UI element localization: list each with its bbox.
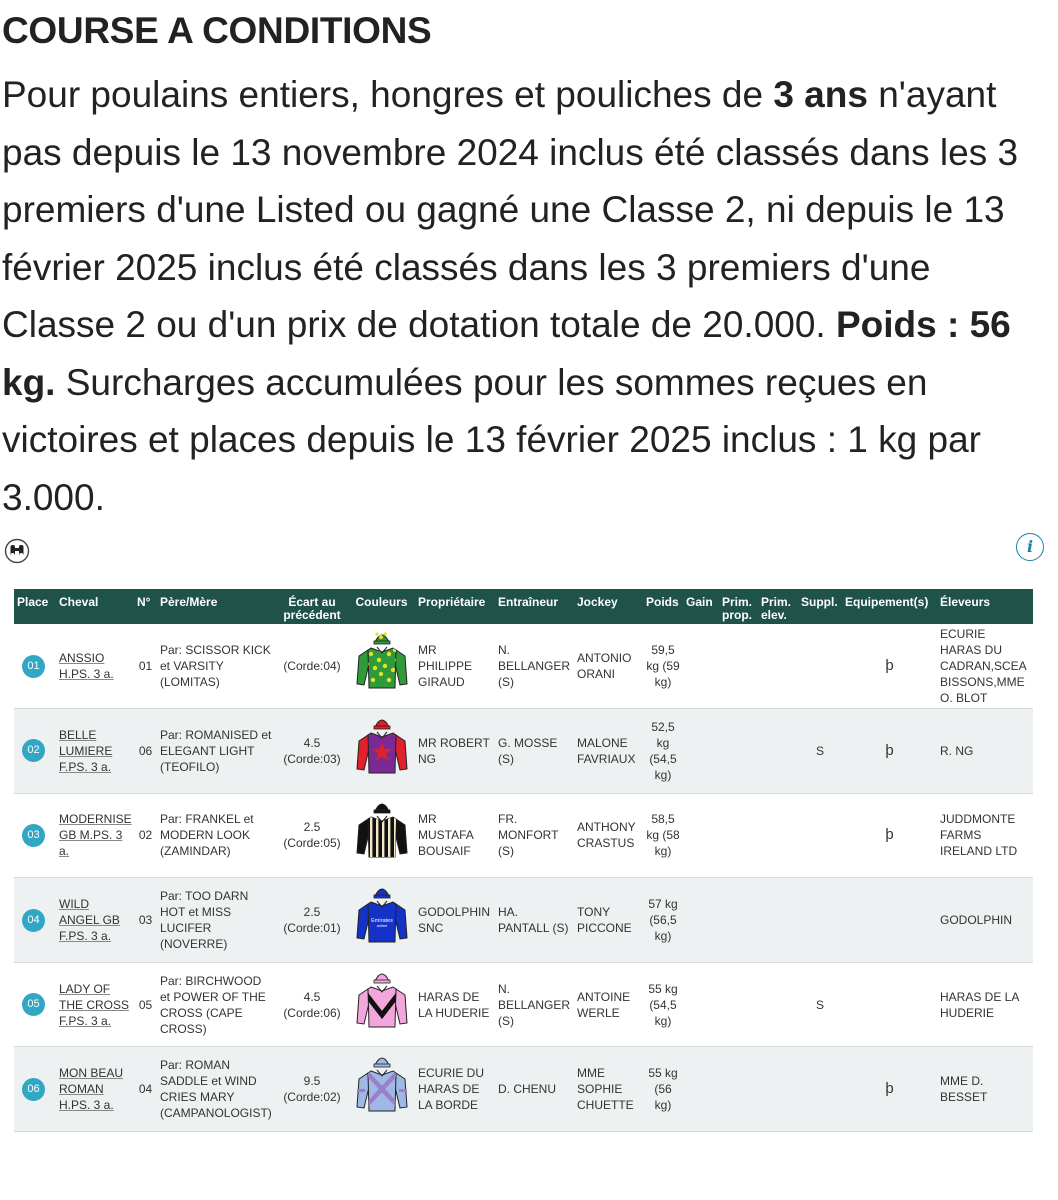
col-entraineur[interactable]: Entraîneur xyxy=(498,595,559,609)
suppl xyxy=(798,793,842,878)
prim-prop xyxy=(719,624,758,709)
place-badge: 02 xyxy=(22,739,45,762)
silks-cell xyxy=(348,878,415,963)
prim-prop xyxy=(719,709,758,794)
race-title: COURSE A CONDITIONS xyxy=(2,10,432,51)
weight: 57 kg (56,5 kg) xyxy=(648,897,678,944)
pedigree: Par: SCISSOR KICK et VARSITY (LOMITAS) xyxy=(160,643,271,690)
owner: GODOLPHIN SNC xyxy=(418,905,491,936)
place-badge: 03 xyxy=(22,824,45,847)
suppl xyxy=(798,878,842,963)
silks-pink-black-chevron-icon xyxy=(351,969,412,1041)
table-header-row xyxy=(14,589,1033,624)
ecart-value: (Corde:04) xyxy=(283,659,341,674)
place-cell xyxy=(14,1047,56,1132)
ecart-value: 4.5 (Corde:03) xyxy=(283,735,341,766)
col-ecart[interactable]: Écart au précédent xyxy=(283,595,341,622)
silks-royal-blue-emirates-icon xyxy=(351,884,412,956)
info-icon[interactable]: i xyxy=(1016,533,1044,561)
jockey: ANTONIO ORANI xyxy=(577,651,632,682)
weight: 59,5 kg (59 kg) xyxy=(646,643,680,690)
prim-elev xyxy=(758,793,798,878)
breeders: HARAS DE LA HUDERIE xyxy=(940,989,1019,1020)
silks-purple-red-star-icon xyxy=(351,715,412,787)
silks-black-white-stripes-icon xyxy=(351,799,412,871)
col-gain[interactable]: Gain xyxy=(686,595,713,609)
svg-text:airline: airline xyxy=(376,923,387,929)
silks-cell xyxy=(348,709,415,794)
horse-name[interactable]: MON BEAU ROMAN H.PS. 3 a. xyxy=(59,1066,124,1113)
col-proprietaire[interactable]: Propriétaire xyxy=(418,595,486,609)
horse-number: 01 xyxy=(138,659,153,674)
silks-cell xyxy=(348,793,415,878)
col-suppl[interactable]: Suppl. xyxy=(801,595,838,609)
owner: HARAS DE LA HUDERIE xyxy=(418,989,490,1020)
suppl xyxy=(798,624,842,709)
table-row xyxy=(14,793,1033,878)
svg-text:Emirates: Emirates xyxy=(370,918,393,925)
conditions-text-3: Surcharges accumulées pour les sommes reçues en victoires et places depuis le 13 février 2025 inclus : 1 kg par 3.000. xyxy=(2,361,981,518)
pedigree: Par: FRANKEL et MODERN LOOK (ZAMINDAR) xyxy=(160,812,254,859)
table-row xyxy=(14,1047,1033,1132)
place-cell xyxy=(14,878,56,963)
ecart-value: 2.5 (Corde:01) xyxy=(283,905,341,936)
equipement: þ xyxy=(885,1080,894,1098)
horse-name[interactable]: ANSSIO H.PS. 3 a. xyxy=(59,651,114,682)
trainer: FR. MONFORT (S) xyxy=(498,812,559,859)
horse-number: 02 xyxy=(138,828,153,843)
place-badge: 01 xyxy=(22,655,45,678)
horse-name[interactable]: MODERNISE GB M.PS. 3 a. xyxy=(59,812,132,859)
suppl: S xyxy=(815,743,824,758)
silks-green-yellow-stars-icon xyxy=(351,630,412,702)
trainer: G. MOSSE (S) xyxy=(498,735,558,766)
trainer: HA. PANTALL (S) xyxy=(498,905,569,936)
breeders: JUDDMONTE FARMS IRELAND LTD xyxy=(940,812,1018,859)
place-cell xyxy=(14,624,56,709)
col-jockey[interactable]: Jockey xyxy=(577,595,618,609)
trainer: N. BELLANGER (S) xyxy=(498,643,571,690)
trainer: D. CHENU xyxy=(498,1082,557,1097)
conditions-age: 3 ans xyxy=(773,74,868,115)
owner: MR MUSTAFA BOUSAIF xyxy=(418,812,474,859)
breeders: ECURIE HARAS DU CADRAN,SCEA BISSONS,MME O. BLOT xyxy=(940,627,1027,706)
prim-prop xyxy=(719,1047,758,1132)
silks-cell xyxy=(348,624,415,709)
horse-number: 06 xyxy=(138,743,153,758)
owner: ECURIE DU HARAS DE LA BORDE xyxy=(418,1066,485,1113)
jockey: ANTOINE WERLE xyxy=(577,989,631,1020)
col-number[interactable]: N° xyxy=(137,595,151,609)
place-cell xyxy=(14,709,56,794)
col-place[interactable]: Place xyxy=(17,595,49,609)
ecart-value: 9.5 (Corde:02) xyxy=(283,1074,341,1105)
gain xyxy=(683,878,719,963)
gain xyxy=(683,1047,719,1132)
equipement xyxy=(842,962,937,1047)
prim-elev xyxy=(758,878,798,963)
breeders: GODOLPHIN xyxy=(940,913,1013,928)
jockey: TONY PICCONE xyxy=(577,905,632,936)
col-prim-prop[interactable]: Prim. prop. xyxy=(722,595,753,622)
place-badge: 04 xyxy=(22,909,45,932)
col-cheval[interactable]: Cheval xyxy=(59,595,99,609)
silks-cell xyxy=(348,962,415,1047)
equipement: þ xyxy=(885,826,894,844)
weight: 52,5 kg (54,5 kg) xyxy=(649,719,677,782)
prim-elev xyxy=(758,962,798,1047)
gain xyxy=(683,962,719,1047)
silks-cell xyxy=(348,1047,415,1132)
weight: 55 kg (54,5 kg) xyxy=(648,981,678,1028)
weight: 58,5 kg (58 kg) xyxy=(646,812,680,859)
table-row xyxy=(14,962,1033,1047)
ecart-value: 2.5 (Corde:05) xyxy=(283,820,341,851)
conditions-text-1: Pour poulains entiers, hongres et pouliches de xyxy=(2,74,774,115)
prim-prop xyxy=(719,962,758,1047)
jockey: MME SOPHIE CHUETTE xyxy=(577,1066,634,1113)
results-table xyxy=(14,589,1033,1132)
ecart-value: 4.5 (Corde:06) xyxy=(283,989,341,1020)
equipement: þ xyxy=(885,657,894,675)
horse-name[interactable]: WILD ANGEL GB F.PS. 3 a. xyxy=(59,897,120,944)
place-cell xyxy=(14,793,56,878)
owner: MR PHILIPPE GIRAUD xyxy=(418,643,473,690)
table-row xyxy=(14,624,1033,709)
race-conditions xyxy=(2,66,1052,526)
pedigree: Par: ROMAN SADDLE et WIND CRIES MARY (CAMPANOLOGIST) xyxy=(160,1058,272,1121)
gain xyxy=(683,624,719,709)
silks-light-blue-purple-cross-icon xyxy=(351,1053,412,1125)
prim-elev xyxy=(758,709,798,794)
pedigree: Par: TOO DARN HOT et MISS LUCIFER (NOVERRE) xyxy=(160,889,249,952)
equipement: þ xyxy=(885,741,894,759)
prim-prop xyxy=(719,793,758,878)
pedigree: Par: ROMANISED et ELEGANT LIGHT (TEOFILO) xyxy=(160,727,272,774)
horse-name[interactable]: LADY OF THE CROSS F.PS. 3 a. xyxy=(59,981,130,1028)
owner: MR ROBERT NG xyxy=(418,735,490,766)
horse-number: 03 xyxy=(138,913,153,928)
weight: 55 kg (56 kg) xyxy=(648,1066,678,1113)
col-eleveurs[interactable]: Éleveurs xyxy=(940,595,991,609)
breeders: MME D. BESSET xyxy=(940,1074,988,1105)
jockey: ANTHONY CRASTUS xyxy=(577,820,636,851)
conditions-weight: Poids : 56 kg. xyxy=(2,304,1011,403)
horse-number: 05 xyxy=(138,997,153,1012)
table-row xyxy=(14,878,1033,963)
prim-prop xyxy=(719,878,758,963)
place-badge: 06 xyxy=(22,1078,45,1101)
suppl xyxy=(798,1047,842,1132)
suppl: S xyxy=(815,997,824,1012)
trainer: N. BELLANGER (S) xyxy=(498,981,571,1028)
jockey: MALONE FAVRIAUX xyxy=(577,735,636,766)
binoculars-icon[interactable] xyxy=(4,538,30,564)
gain xyxy=(683,709,719,794)
place-cell xyxy=(14,962,56,1047)
prim-elev xyxy=(758,624,798,709)
horse-number: 04 xyxy=(138,1082,153,1097)
breeders: R. NG xyxy=(940,743,974,758)
col-equipement[interactable]: Equipement(s) xyxy=(845,595,929,609)
conditions-text-2: n'ayant pas depuis le 13 novembre 2024 inclus été classés dans les 3 premiers d'une Listed ou gagné une Classe 2, ni depuis le 13 février 2025 inclus été classés dans les 3 premiers d'une Classe 2 ou d'un prix de dotation totale de 20.000. xyxy=(2,74,1019,345)
pedigree: Par: BIRCHWOOD et POWER OF THE CROSS (CAPE CROSS) xyxy=(160,973,266,1036)
col-pere-mere[interactable]: Père/Mère xyxy=(160,595,218,609)
gain xyxy=(683,793,719,878)
table-row xyxy=(14,709,1033,794)
col-couleurs[interactable]: Couleurs xyxy=(355,595,408,609)
place-badge: 05 xyxy=(22,993,45,1016)
horse-name[interactable]: BELLE LUMIERE F.PS. 3 a. xyxy=(59,727,113,774)
prim-elev xyxy=(758,1047,798,1132)
col-poids[interactable]: Poids xyxy=(646,595,679,609)
equipement xyxy=(842,878,937,963)
col-prim-elev[interactable]: Prim. elev. xyxy=(761,595,792,622)
